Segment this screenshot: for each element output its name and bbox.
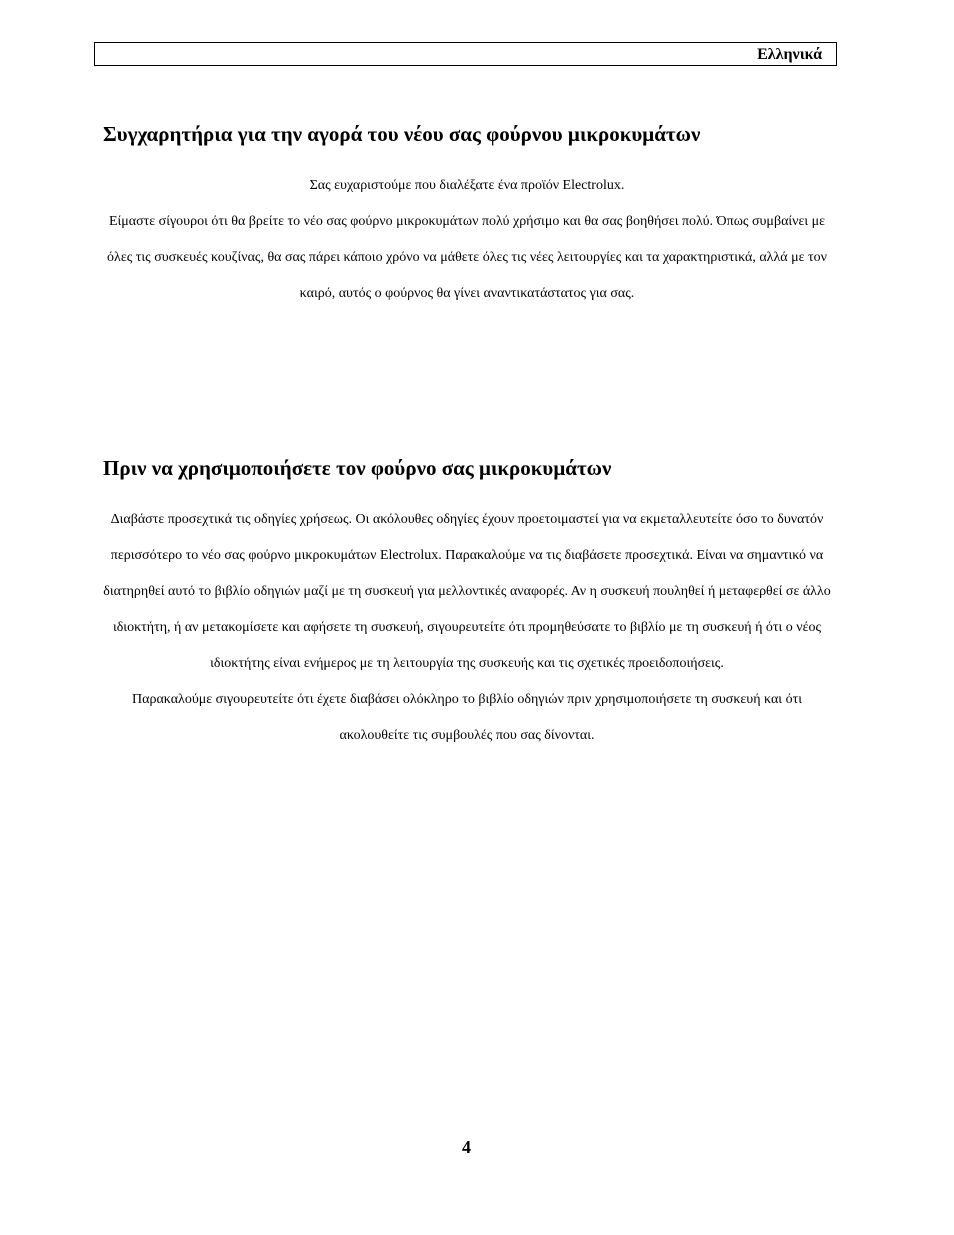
before-use-section bbox=[103, 454, 831, 754]
page-number: 4 bbox=[462, 1137, 471, 1157]
paragraph-intro: Είμαστε σίγουροι ότι θα βρείτε το νέο σας φούρνο μικροκυμάτων πολύ χρήσιμο και θα σας βοηθήσει πολύ. Όπως συμβαίνει με όλες τις συσκευές κουζίνας, θα σας πάρει κάποιο χρόνο να μάθετε όλες τις νέες λειτουργίες και τα χαρακτηριστικά, αλλά με τον καιρό, αυτός ο φούρνος θα γίνει αναντικατάστατος για σας. bbox=[107, 214, 827, 301]
paragraph-instructions: Διαβάστε προσεχτικά τις οδηγίες χρήσεως. Οι ακόλουθες οδηγίες έχουν προετοιμαστεί για να εκμεταλλευτείτε όσο το δυνατόν περισσότερο το νέο σας φούρνο μικροκυμάτων Electrolux. Παρακαλούμε να τις διαβάσετε προσεχτικά. Είναι να σημαντικό να διατηρηθεί αυτό το βιβλίο οδηγιών μαζί με τη συσκευή για μελλοντικές αναφορές. Αν η συσκευή πουληθεί ή μεταφερθεί σε άλλο ιδιοκτήτη, ή αν μετακομίσετε και αφήσετε τη συσκευή, σιγουρευτείτε ότι προμηθεύσατε το βιβλίο με τη συσκευή ή ότι ο νέος ιδιοκτήτης είναι ενήμερος με τη λειτουργία της συσκευής και τις σχετικές προειδοποιήσεις. bbox=[103, 512, 831, 671]
language-label: Ελληνικά bbox=[757, 46, 822, 63]
congratulations-section bbox=[103, 120, 831, 312]
section-title-congratulations: Συγχαρητήρια για την αγορά του νέου σας φούρνου μικροκυμάτων bbox=[103, 122, 701, 146]
section-title-before-use: Πριν να χρησιμοποιήσετε τον φούρνο σας μικροκυμάτων bbox=[103, 456, 612, 480]
paragraph-thanks: Σας ευχαριστούμε που διαλέξατε ένα προϊόν Electrolux. bbox=[309, 178, 625, 193]
section-body bbox=[103, 168, 831, 312]
section-body bbox=[103, 502, 831, 754]
paragraph-reminder: Παρακαλούμε σιγουρευτείτε ότι έχετε διαβάσει ολόκληρο το βιβλίο οδηγιών πριν χρησιμοποιήσετε τη συσκευή και ότι ακολουθείτε τις συμβουλές που σας δίνονται. bbox=[132, 692, 802, 743]
language-header-box bbox=[94, 42, 837, 66]
